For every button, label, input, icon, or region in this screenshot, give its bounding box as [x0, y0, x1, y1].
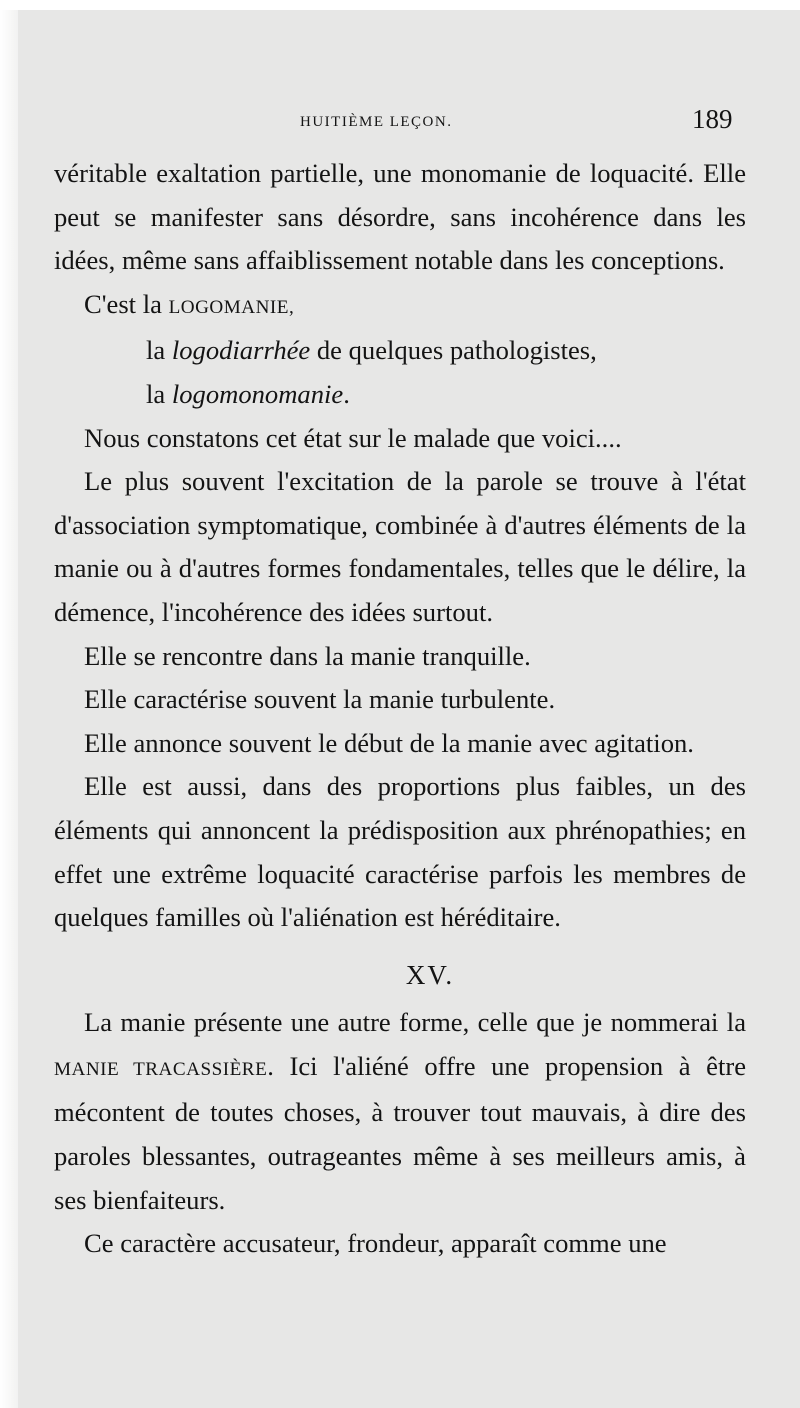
paragraph: véritable exaltation partielle, une monomanie de loquacité. Elle peut se manifester sans désordre, sans incohérence dans les idées, même sans affaiblissement notable dans les conceptions. — [54, 158, 746, 276]
paragraph: Elle caractérise souvent la manie turbulente. — [84, 684, 556, 715]
paragraph-text: . Ici l'aliéné offre une propension à être mécontent de toutes choses, à trouver tout mauvais, à dire des paroles blessantes, outrageantes même à ses meilleurs amis, à ses bienfaiteurs. — [54, 1050, 746, 1215]
page-body — [54, 152, 746, 1266]
term-logomanie: LOGOMANIE, — [168, 296, 295, 318]
page-edge — [0, 10, 18, 1408]
paragraph: Ce caractère accusateur, frondeur, apparaît comme une — [84, 1228, 667, 1259]
term-suffix: . — [343, 378, 350, 409]
term-logodiarrhee: logodiarrhée — [171, 335, 311, 366]
paragraph: Le plus souvent l'excitation de la parole se trouve à l'état d'association symptomatique, combinée à d'autres éléments de la manie ou à d'autres formes fondamentales, telles que le délire, la démence, l'incohérence des idées surtout. — [54, 466, 746, 627]
term-article: la — [146, 378, 172, 409]
page-number: 189 — [692, 104, 733, 134]
term-line-logodiarrhee — [54, 329, 746, 373]
paragraph: Elle est aussi, dans des proportions plus faibles, un des éléments qui annoncent la prédisposition aux phrénopathies; en effet une extrême loquacité caractérise parfois les membres de quelques familles où l'aliénation est héréditaire. — [54, 771, 746, 933]
term-prefix: C'est la — [84, 288, 169, 319]
paragraph: Elle se rencontre dans la manie tranquille. — [84, 640, 531, 671]
term-line-logomonomanie — [54, 373, 746, 417]
term-line-logomanie — [54, 283, 746, 330]
paragraph: Nous constatons cet état sur le malade que voici.... — [84, 422, 622, 453]
term-article: la — [146, 335, 172, 366]
term-logomonomanie: logomonomanie — [171, 378, 344, 409]
paragraph-text: La manie présente une autre forme, celle que je nommerai la — [84, 1007, 746, 1038]
running-title: HUITIÈME LEÇON. — [300, 114, 453, 130]
paragraph: Elle annonce souvent le début de la manie avec agitation. — [84, 727, 694, 758]
term-suffix: de quelques pathologistes, — [310, 335, 597, 366]
section-heading: XV. — [405, 959, 455, 990]
paragraph — [54, 1001, 746, 1222]
term-manie-tracassiere: MANIE TRACASSIÈRE — [54, 1058, 268, 1080]
page-header — [0, 104, 800, 138]
